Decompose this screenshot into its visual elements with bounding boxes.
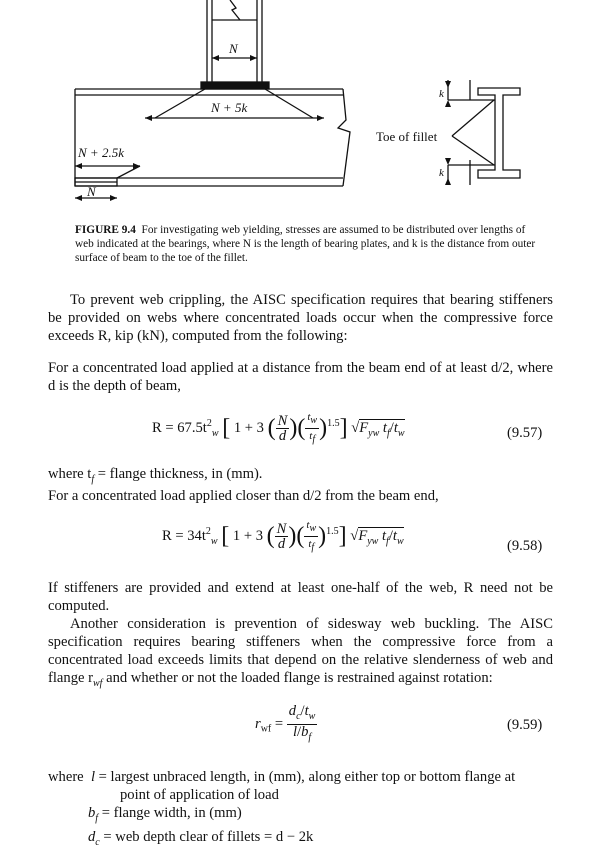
equation-number-9-59: (9.59)	[507, 717, 543, 733]
label-N-bottom: N	[87, 184, 96, 199]
equation-number-9-58: (9.58)	[507, 538, 543, 554]
caption-number: FIGURE 9.4	[75, 224, 136, 236]
figure-caption	[75, 223, 545, 265]
label-toe-of-fillet: Toe of fillet	[376, 129, 438, 144]
label-N25k: N + 2.5k	[78, 145, 124, 160]
definition-l: where l = largest unbraced length, in (mm), along either top or bottom flange at	[48, 769, 516, 785]
label-N5k: N + 5k	[211, 100, 248, 115]
paragraph-load-near: For a concentrated load applied closer than d/2 from the beam end,	[48, 488, 439, 504]
definition-dc: $d_c$ = web depth clear of fillets = d − 2k	[88, 828, 314, 848]
equation-9-57: $R = 67.5t^2_w$ [ 1 + 3 ( $\frac{N}{d}$ )( $\frac{t_w}{t_f}$ )$^{1.5}$] $√F_{yw}$ $t_f/t_w$	[152, 411, 405, 446]
label-N-top: N	[229, 41, 238, 56]
caption-text: For investigating web yielding, stresses are assumed to be distributed over lengths of web indicated at the bearings, where N is the length of bearing plates, and k is the distance from outer surface of beam to the toe of the fillet.	[75, 224, 536, 264]
figure-9-4	[0, 0, 611, 215]
equation-9-58: $R = 34t^2_w$ [ 1 + 3 ( $\frac{N}{d}$ )( $\frac{t_w}{t_f}$ )$^{1.5}$] $√F_{yw}$ $t_f/t_w$	[162, 519, 404, 554]
equation-9-59: $r_{wf}$ = $\frac{d_c/t_w}{l/b_f}$	[255, 703, 316, 743]
paragraph-web-crippling: To prevent web crippling, the AISC specification requires that bearing stiffeners be provided on webs where concentrated loads occur when the compressive force exceeds R, kip (kN), computed from the following:	[48, 292, 553, 344]
equation-number-9-57: (9.57)	[507, 425, 543, 441]
label-k-bottom: k	[439, 167, 444, 179]
label-k-top: k	[439, 88, 444, 100]
paragraph-stiffeners: If stiffeners are provided and extend at least one-half of the web, R need not be computed.	[48, 580, 553, 614]
definition-list	[48, 768, 515, 852]
paragraph-sidesway: Another consideration is prevention of sidesway web buckling. The AISC specification requires bearing stiffeners when the compressive force from a concentrated load exceeds limits that depend on the relative slenderness of web and flange $r_{wf}$ and whether or not the loaded flange is restrained against rotation:	[48, 616, 553, 689]
paragraph-tf: where $t_f$ = flange thickness, in (mm).	[48, 466, 263, 485]
definition-l-cont: point of application of load	[120, 787, 279, 803]
definition-bf: $b_f$ = flange width, in (mm)	[88, 805, 242, 824]
paragraph-load-far: For a concentrated load applied at a distance from the beam end of at least d/2, where d is the depth of beam,	[48, 360, 553, 394]
